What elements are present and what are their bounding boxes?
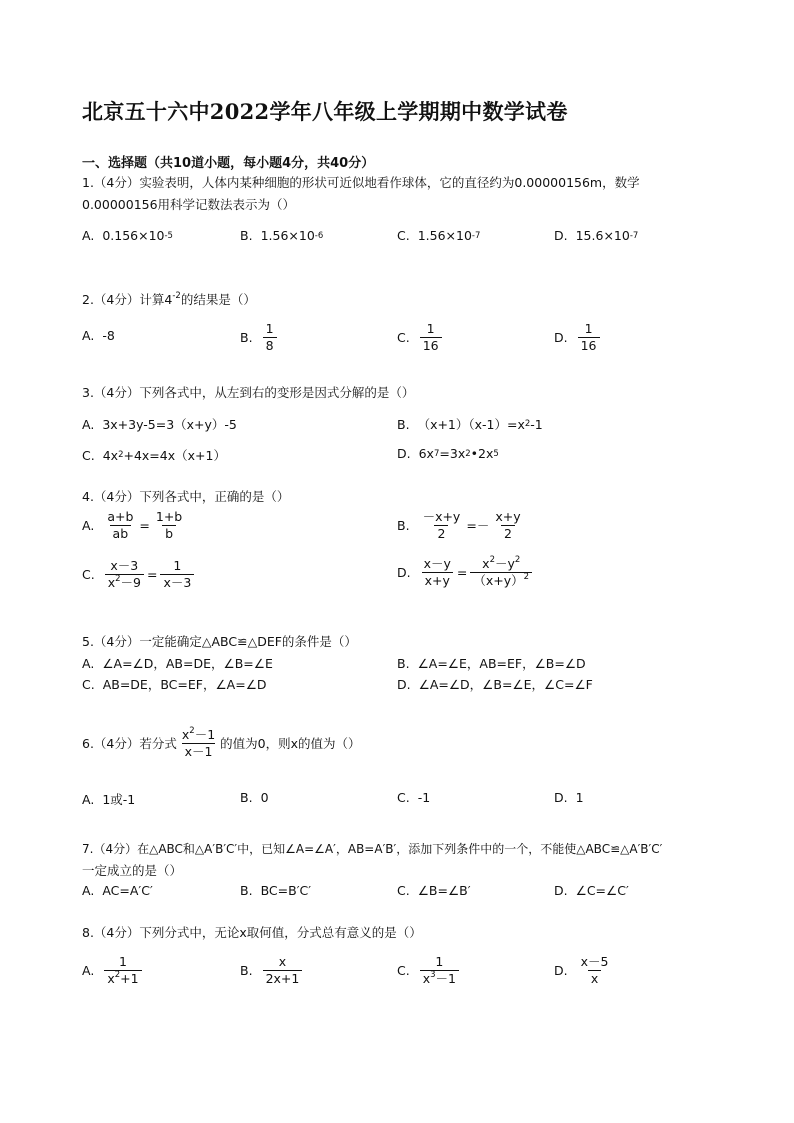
- q2-option-b[interactable]: [240, 321, 279, 353]
- q6-option-a[interactable]: [82, 790, 135, 808]
- q4-option-b[interactable]: [397, 509, 526, 541]
- option-text: 1.56×10: [260, 228, 315, 243]
- option-label: C.: [397, 790, 410, 805]
- q1-stem-line2: 0.00000156用科学记数法表示为（）: [82, 197, 296, 212]
- fraction: $\frac{1}{8}$: [263, 321, 277, 353]
- q7-option-c[interactable]: [397, 883, 471, 898]
- option-label: B.: [240, 883, 253, 898]
- option-text: 1: [575, 790, 584, 805]
- equals-sign: =: [146, 566, 158, 582]
- q8-option-c[interactable]: [397, 954, 461, 986]
- q5-option-c[interactable]: [82, 675, 267, 693]
- q7-stem-line1: 7.（4分）在△ABC和△A′B′C′中，已知∠A=∠A′，AB=A′B′，添加下列条件中的一个，不能使△ABC≌△A′B′C′: [82, 842, 663, 856]
- option-label: D.: [397, 446, 411, 461]
- q1-option-d[interactable]: D. 15.6×10 -7: [554, 228, 639, 243]
- q5-stem: 5.（4分）一定能确定△ABC≌△DEF的条件是（）: [82, 634, 357, 649]
- option-text: 6x: [418, 446, 434, 461]
- q1-option-b[interactable]: B. 1.56×10 -6: [240, 228, 324, 243]
- fraction: $\frac{1}{16}$: [420, 321, 442, 353]
- q8-option-a[interactable]: [82, 954, 144, 986]
- q4-option-a[interactable]: [82, 509, 187, 541]
- fraction: $\frac{x-5}{x}$: [580, 954, 609, 986]
- option-text: -1: [417, 790, 431, 805]
- fraction: $\frac{x+y}{2}$: [495, 509, 521, 541]
- q6-option-c[interactable]: [397, 790, 430, 805]
- option-text: •2x: [470, 446, 494, 461]
- option-text: ∠A=∠E，AB=EF，∠B=∠D: [417, 656, 586, 671]
- option-label: A.: [82, 517, 95, 533]
- option-label: B.: [240, 228, 253, 243]
- option-label: D.: [554, 228, 568, 243]
- option-label: A.: [82, 883, 95, 898]
- q6-option-d[interactable]: [554, 790, 584, 805]
- q2-option-a[interactable]: [82, 328, 115, 343]
- option-label: B.: [240, 329, 253, 345]
- option-label: D.: [554, 329, 568, 345]
- option-text: -1: [530, 416, 543, 432]
- q5-option-a[interactable]: [82, 654, 273, 672]
- option-label: B.: [397, 655, 410, 671]
- q3-option-d[interactable]: D. 6x 7 =3x 2 •2x 5: [397, 446, 499, 461]
- fraction: $\frac{x}{2x+1}$: [263, 954, 303, 986]
- fraction: $\frac{-x+y}{2}$: [422, 509, 461, 541]
- option-label: C.: [397, 883, 410, 898]
- option-text: 4x: [102, 447, 119, 463]
- option-label: C.: [397, 228, 410, 243]
- option-text: 0.156×10: [102, 228, 165, 243]
- option-label: A.: [82, 416, 95, 432]
- option-label: A.: [82, 328, 95, 343]
- option-label: D.: [554, 962, 568, 978]
- q1-option-a[interactable]: A. 0.156×10 -5: [82, 228, 173, 243]
- option-label: B.: [240, 790, 253, 805]
- equals-sign: =－: [466, 518, 490, 534]
- stem-text: 的值为0，则x的值为（）: [220, 736, 361, 752]
- option-text: 15.6×10: [575, 228, 630, 243]
- option-text: -8: [102, 328, 115, 343]
- option-text: （x+1）（x-1）=x: [417, 417, 525, 432]
- option-text: 1或-1: [102, 792, 136, 807]
- fraction: $\frac{1+b}{b}$: [155, 509, 183, 541]
- option-text: AC=A′C′: [102, 883, 153, 898]
- option-label: C.: [397, 329, 410, 345]
- fraction: $\frac{1}{16}$: [578, 321, 600, 353]
- fraction: $\frac{1}{x^2+1}$: [104, 954, 141, 986]
- exponent: -2: [172, 291, 181, 301]
- option-text: 3x+3y-5=3（x+y）-5: [102, 417, 237, 432]
- q6-option-b[interactable]: [240, 790, 269, 805]
- fraction: $\frac{1}{x^3-1}$: [420, 954, 459, 986]
- q3-option-a[interactable]: [82, 415, 237, 433]
- q4-option-d[interactable]: [397, 556, 534, 588]
- q4-option-c[interactable]: [82, 558, 196, 590]
- q7-option-a[interactable]: [82, 883, 153, 898]
- q7-option-b[interactable]: [240, 883, 311, 898]
- page-title: 北京五十六中2022学年八年级上学期期中数学试卷: [82, 99, 568, 124]
- q8-option-d[interactable]: [554, 954, 613, 986]
- fraction: $\frac{a+b}{ab}$: [107, 509, 134, 541]
- q4-stem: 4.（4分）下列各式中，正确的是（）: [82, 489, 290, 504]
- option-label: A.: [82, 655, 95, 671]
- option-label: C.: [82, 447, 95, 463]
- q2-option-d[interactable]: [554, 321, 602, 353]
- q3-option-b[interactable]: B. （x+1）（x-1）=x 2 -1: [397, 416, 543, 432]
- option-text: +4x=4x（x+1）: [123, 448, 226, 463]
- option-label: C.: [82, 676, 95, 692]
- q5-option-d[interactable]: [397, 675, 593, 693]
- option-label: A.: [82, 228, 95, 243]
- option-text: AB=DE，BC=EF，∠A=∠D: [102, 677, 267, 692]
- option-label: B.: [240, 962, 253, 978]
- q7-option-d[interactable]: [554, 883, 629, 898]
- fraction: $\frac{x-y}{x+y}$: [423, 556, 451, 588]
- option-label: B.: [397, 416, 410, 432]
- stem-text: 6.（4分）若分式: [82, 736, 177, 752]
- option-label: C.: [82, 566, 95, 582]
- q8-option-b[interactable]: [240, 954, 304, 986]
- equals-sign: =: [139, 517, 150, 533]
- option-text: =3x: [439, 446, 466, 461]
- q2-stem: [82, 290, 256, 308]
- q7-stem-line2: 一定成立的是（）: [82, 863, 183, 878]
- fraction: $\frac{x^2-1}{x-1}$: [181, 726, 216, 759]
- option-label: A.: [82, 962, 95, 978]
- q5-option-b[interactable]: [397, 654, 586, 672]
- option-label: A.: [82, 791, 95, 807]
- q1-stem-line1: 1.（4分）实验表明，人体内某种细胞的形状可近似地看作球体，它的直径约为0.00000156m，数学: [82, 175, 640, 190]
- fraction: $\frac{x^2-y^2}{(x+y)^2}$: [470, 556, 532, 588]
- option-label: D.: [554, 883, 568, 898]
- fraction: $\frac{1}{x-3}$: [160, 558, 194, 590]
- stem-text: 2.（4分）计算4: [82, 292, 173, 307]
- option-label: D.: [554, 790, 568, 805]
- option-text: ∠C=∠C′: [575, 883, 629, 898]
- option-label: B.: [397, 517, 410, 533]
- option-label: D.: [397, 564, 411, 580]
- q3-stem: 3.（4分）下列各式中，从左到右的变形是因式分解的是（）: [82, 385, 415, 400]
- option-label: C.: [397, 962, 410, 978]
- fraction: $\frac{x-3}{x^2-9}$: [105, 558, 144, 590]
- q6-stem: [82, 727, 361, 759]
- equals-sign: =: [456, 564, 468, 580]
- section-heading: 一、选择题（共10道小题，每小题4分，共40分）: [82, 156, 375, 171]
- q2-option-c[interactable]: [397, 321, 444, 353]
- option-text: 1.56×10: [417, 228, 472, 243]
- option-text: BC=B′C′: [260, 883, 312, 898]
- option-text: ∠A=∠D，AB=DE，∠B=∠E: [102, 656, 273, 671]
- option-label: D.: [397, 676, 411, 692]
- q3-option-c[interactable]: C. 4x 2 +4x=4x（x+1）: [82, 447, 226, 463]
- stem-text: 的结果是（）: [180, 292, 256, 307]
- option-text: 0: [260, 790, 269, 805]
- q8-stem: 8.（4分）下列分式中，无论x取何值，分式总有意义的是（）: [82, 925, 422, 940]
- option-text: ∠B=∠B′: [417, 883, 471, 898]
- option-text: ∠A=∠D，∠B=∠E，∠C=∠F: [418, 677, 593, 692]
- q1-option-c[interactable]: C. 1.56×10 -7: [397, 228, 481, 243]
